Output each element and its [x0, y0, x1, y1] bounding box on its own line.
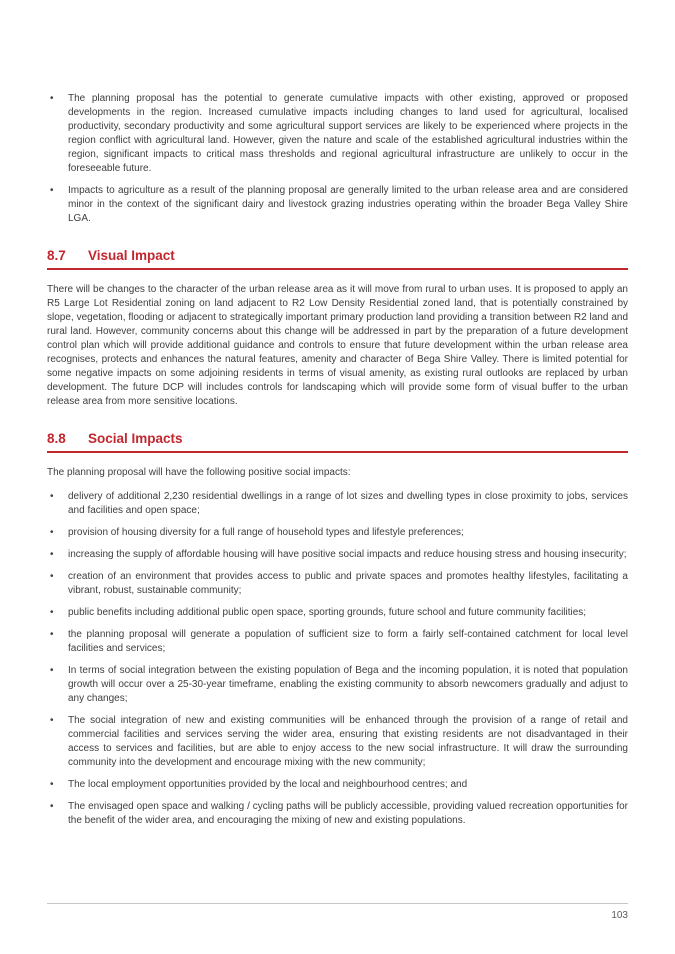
- section-heading-visual-impact: [47, 248, 628, 270]
- bullet-item: [47, 714, 628, 770]
- bullet-text: The social integration of new and existing communities will be enhanced through the provision of a range of retail and commercial facilities and services serving the wider area, ensuring that existing residents are not disadvantaged in their access to services and facilities, but are able to enjoy access to the new social infrastructure. It will draw the surrounding community into the development and encourage mixing with the new community;: [68, 715, 628, 768]
- section-number: 8.7: [47, 248, 66, 263]
- page-number: 103: [611, 910, 628, 921]
- bullet-text: The envisaged open space and walking / cycling paths will be publicly accessible, providing valued recreation opportunities for the benefit of the wider area, and encouraging the mixing of new and existing populations.: [68, 801, 628, 826]
- social-impacts-intro: The planning proposal will have the following positive social impacts:: [47, 467, 351, 478]
- bullet-item: [47, 526, 628, 540]
- bullet-marker: •: [50, 527, 54, 538]
- bullet-marker: •: [50, 93, 54, 104]
- bullet-marker: •: [50, 665, 54, 676]
- section-heading-social-impacts: [47, 431, 628, 453]
- bullet-marker: •: [50, 801, 54, 812]
- page-content: [47, 92, 628, 828]
- bullet-marker: •: [50, 715, 54, 726]
- bullet-item: [47, 548, 628, 562]
- bullet-text: In terms of social integration between the existing population of Bega and the incoming population, it is noted that population growth will occur over a 25-30-year timeframe, enabling the existing community to absorb newcomers gradually and adjust to any changes;: [68, 665, 628, 704]
- bullet-text: the planning proposal will generate a population of sufficient size to form a fairly self-contained catchment for local level facilities and services;: [68, 629, 628, 654]
- bullet-text: delivery of additional 2,230 residential dwellings in a range of lot sizes and dwelling types in close proximity to jobs, services and facilities and open space;: [68, 491, 628, 516]
- bullet-text: public benefits including additional public open space, sporting grounds, future school and future community facilities;: [68, 607, 587, 618]
- bullet-item: [47, 490, 628, 518]
- bullet-marker: •: [50, 607, 54, 618]
- bullet-item: [47, 778, 628, 792]
- page-footer: [47, 903, 628, 923]
- bullet-marker: •: [50, 185, 54, 196]
- bullet-text: creation of an environment that provides access to public and private spaces and promotes healthy lifestyles, facilitating a vibrant, robust, sustainable community;: [68, 571, 628, 596]
- bullet-text: The local employment opportunities provided by the local and neighbourhood centres; and: [68, 779, 468, 790]
- bullet-text: Impacts to agriculture as a result of the planning proposal are generally limited to the urban release area and are considered minor in the context of the significant dairy and livestock grazing industries operating within the broader Bega Valley Shire LGA.: [68, 185, 628, 224]
- bullet-marker: •: [50, 549, 54, 560]
- bullet-text: increasing the supply of affordable housing will have positive social impacts and reduce housing stress and housing insecurity;: [68, 549, 627, 560]
- bullet-item: [47, 606, 628, 620]
- bullet-item: [47, 628, 628, 656]
- bullet-text: The planning proposal has the potential to generate cumulative impacts with other existing, approved or proposed developments in the region. Increased cumulative impacts including changes to land used for agricultural, localised productivity, secondary productivity and some agricultural support services are likely to be experienced where projects in the region conflict with agricultural land. However, given the nature and scale of the established agricultural industries within the region, significant impacts to critical mass thresholds and regional agricultural infrastructure are unlikely to occur in the foreseeable future.: [68, 93, 628, 174]
- bullet-item: [47, 92, 628, 176]
- section-number: 8.8: [47, 431, 66, 446]
- social-impacts-bullet-list: [47, 490, 628, 828]
- section-title: Visual Impact: [88, 248, 175, 263]
- footer-divider: [47, 903, 628, 904]
- bullet-item: [47, 800, 628, 828]
- bullet-marker: •: [50, 571, 54, 582]
- bullet-item: [47, 184, 628, 226]
- visual-impact-paragraph: There will be changes to the character of the urban release area as it will move from rural to urban uses. It is proposed to apply an R5 Large Lot Residential zoning on land adjacent to R2 Low Density Residential zoned land, that is potentially constrained by slope, vegetation, flooding or adjacent to strategically important primary production land providing a transition between R2 land and rural land. However, community concerns about this change will be addressed in part by the preparation of a future development control plan which will provide additional guidance and controls to ensure that future development within the urban release area recognises, protects and enhances the natural features, amenity and character of Bega Shire Valley. There is limited potential for some negative impacts on some adjoining residents in terms of visual amenity, as existing rural outlooks are replaced by urban development. The future DCP will includes controls for landscaping which will provide some form of visual buffer to the urban release area from more sensitive locations.: [47, 284, 628, 407]
- bullet-text: provision of housing diversity for a full range of household types and lifestyle preferences;: [68, 527, 464, 538]
- bullet-item: [47, 664, 628, 706]
- bullet-marker: •: [50, 629, 54, 640]
- section-title: Social Impacts: [88, 431, 183, 446]
- agriculture-bullet-list: [47, 92, 628, 226]
- bullet-item: [47, 570, 628, 598]
- bullet-marker: •: [50, 779, 54, 790]
- bullet-marker: •: [50, 491, 54, 502]
